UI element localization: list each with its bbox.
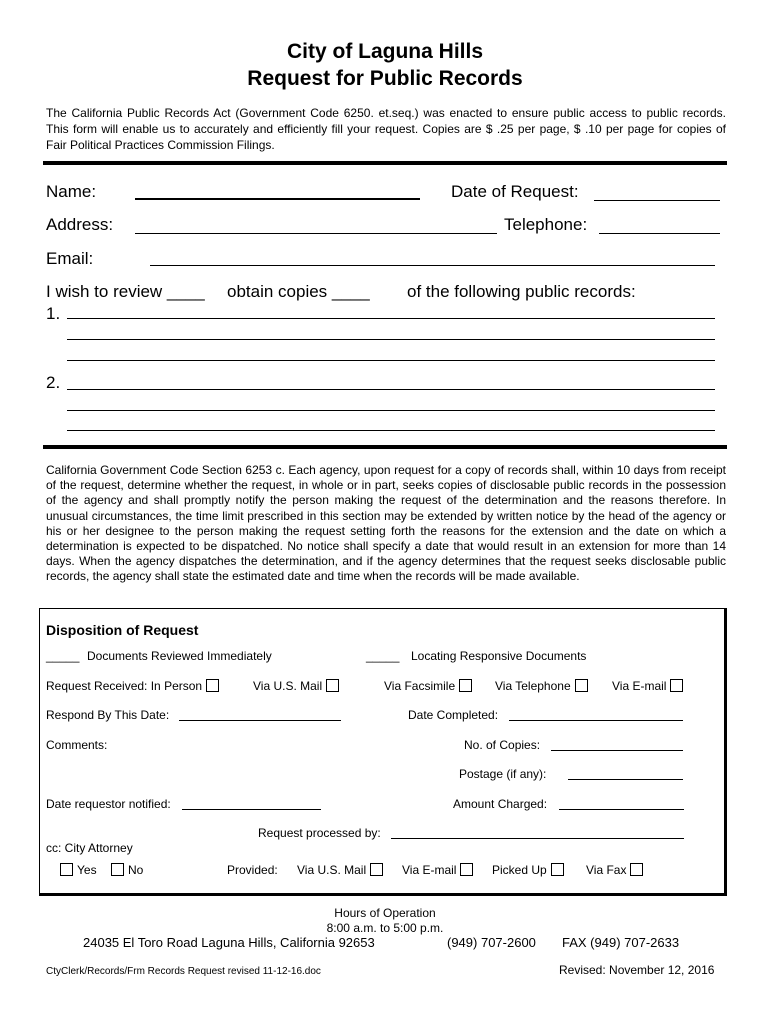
facsimile-label: Via Facsimile (384, 679, 456, 693)
footer-fax: FAX (949) 707-2633 (562, 935, 680, 950)
date-notified-label: Date requestor notified: (46, 797, 171, 811)
postage-label: Postage (if any): (459, 767, 547, 781)
checkbox-icon[interactable] (206, 679, 219, 692)
checkbox-icon[interactable] (459, 679, 472, 692)
no-of-copies-label: No. of Copies: (464, 738, 541, 752)
respond-by-label: Respond By This Date: (46, 708, 170, 722)
hours-title: Hours of Operation (334, 906, 436, 920)
hours-text: 8:00 a.m. to 5:00 p.m. (326, 921, 444, 935)
date-completed-label: Date Completed: (408, 708, 499, 722)
checkbox-icon[interactable] (670, 679, 683, 692)
footer-revised: Revised: November 12, 2016 (559, 963, 715, 977)
postage-field[interactable] (568, 779, 683, 780)
yes-label: Yes (77, 863, 97, 877)
checkbox-icon[interactable] (460, 863, 473, 876)
item-2-line-1[interactable] (67, 389, 715, 390)
processed-by-label: Request processed by: (258, 826, 381, 840)
page-title: City of Laguna Hills (286, 40, 483, 63)
amount-charged-field[interactable] (559, 809, 684, 810)
item-2-line-2[interactable] (67, 410, 715, 411)
docs-reviewed-label: Documents Reviewed Immediately (87, 649, 272, 663)
item-2-label: 2. (46, 373, 61, 392)
provided-us-mail[interactable] (297, 863, 383, 877)
checkbox-icon[interactable] (551, 863, 564, 876)
no-of-copies-field[interactable] (551, 750, 683, 751)
item-1-line-1[interactable] (67, 318, 715, 319)
no-label: No (128, 863, 144, 877)
telephone-label: Telephone: (504, 215, 588, 234)
intro-text: The California Public Records Act (Government Code 6250. et.seq.) was enacted to ensure public access to public records. This form will enable us to accurately and efficiently fill your request. Copies are $ .25 per page, $ .10 per page for copies of Fair Political Practices Commission Filings. (46, 106, 726, 152)
checkbox-icon[interactable] (60, 863, 73, 876)
processed-by-field[interactable] (391, 838, 684, 839)
checkbox-icon[interactable] (326, 679, 339, 692)
received-label: Request Received: In Person (46, 679, 203, 693)
item-1-line-2[interactable] (67, 339, 715, 340)
provided-picked-up[interactable] (492, 863, 564, 877)
disposition-heading: Disposition of Request (46, 622, 199, 638)
cc-yes-option[interactable] (60, 863, 97, 877)
provided-email[interactable] (402, 863, 473, 877)
review-option[interactable]: I wish to review ____ (46, 282, 205, 301)
provided-fax[interactable] (586, 863, 643, 877)
date-of-request-field[interactable] (594, 200, 720, 201)
telephone-option-label: Via Telephone (495, 679, 571, 693)
us-mail-label: Via U.S. Mail (253, 679, 323, 693)
email-label: Email: (46, 249, 94, 268)
page-subtitle: Request for Public Records (247, 67, 523, 90)
locating-blank[interactable]: _____ (366, 649, 400, 663)
cc-city-attorney: cc: City Attorney (46, 841, 133, 855)
date-notified-field[interactable] (182, 809, 321, 810)
footer-doc-path: CtyClerk/Records/Frm Records Request revised 11-12-16.doc (46, 966, 321, 977)
received-us-mail[interactable] (253, 679, 339, 693)
telephone-field[interactable] (599, 233, 720, 234)
date-of-request-label: Date of Request: (451, 182, 579, 201)
following-records-label: of the following public records: (407, 282, 636, 301)
comments-label: Comments: (46, 738, 108, 752)
respond-by-field[interactable] (179, 720, 341, 721)
checkbox-icon[interactable] (111, 863, 124, 876)
checkbox-icon[interactable] (370, 863, 383, 876)
address-label: Address: (46, 215, 114, 234)
divider-top (43, 161, 727, 165)
item-2-line-3[interactable] (67, 430, 715, 431)
picked-up-label: Picked Up (492, 863, 547, 877)
name-label: Name: (46, 182, 97, 201)
provided-mail-label: Via U.S. Mail (297, 863, 367, 877)
divider-bottom (43, 445, 727, 449)
footer-phone: (949) 707-2600 (447, 935, 536, 950)
fax-option-label: Via Fax (586, 863, 627, 877)
docs-reviewed-blank[interactable]: _____ (46, 649, 80, 663)
received-facsimile[interactable] (384, 679, 472, 693)
item-1-line-3[interactable] (67, 360, 715, 361)
cc-no-option[interactable] (111, 863, 143, 877)
footer-address: 24035 El Toro Road Laguna Hills, California 92653 (83, 935, 375, 950)
date-completed-field[interactable] (509, 720, 683, 721)
obtain-copies-option[interactable]: obtain copies ____ (227, 282, 370, 301)
item-1-label: 1. (46, 304, 61, 323)
checkbox-icon[interactable] (630, 863, 643, 876)
name-field[interactable] (135, 198, 420, 200)
received-email[interactable] (612, 679, 683, 693)
provided-email-label: Via E-mail (402, 863, 457, 877)
locating-label: Locating Responsive Documents (411, 649, 587, 663)
email-field[interactable] (150, 265, 715, 266)
amount-charged-label: Amount Charged: (453, 797, 548, 811)
email-option-label: Via E-mail (612, 679, 667, 693)
provided-label: Provided: (227, 863, 278, 877)
received-in-person[interactable] (46, 679, 219, 693)
received-telephone[interactable] (495, 679, 588, 693)
government-code-text: California Government Code Section 6253 c. Each agency, upon request for a copy of records shall, within 10 days from receipt of the request, determine whether the request, in whole or in part, seeks copies of disclosable public records in the possession of the agency and shall promptly notify the person making the request of the determination and the reasons therefore. In unusual circumstances, the time limit prescribed in this section may be extended by written notice by the head of the agency or his or her designee to the person making the request setting forth the reasons for the extension and the date on which a determination is expected to be dispatched. No notice shall specify a date that would result in an extension for more than 14 days. When the agency dispatches the determination, and if the agency determines that the request seeks disclosable public records, the agency shall state the estimated date and time when the records will be made available. (46, 463, 726, 584)
address-field[interactable] (135, 233, 497, 234)
checkbox-icon[interactable] (575, 679, 588, 692)
